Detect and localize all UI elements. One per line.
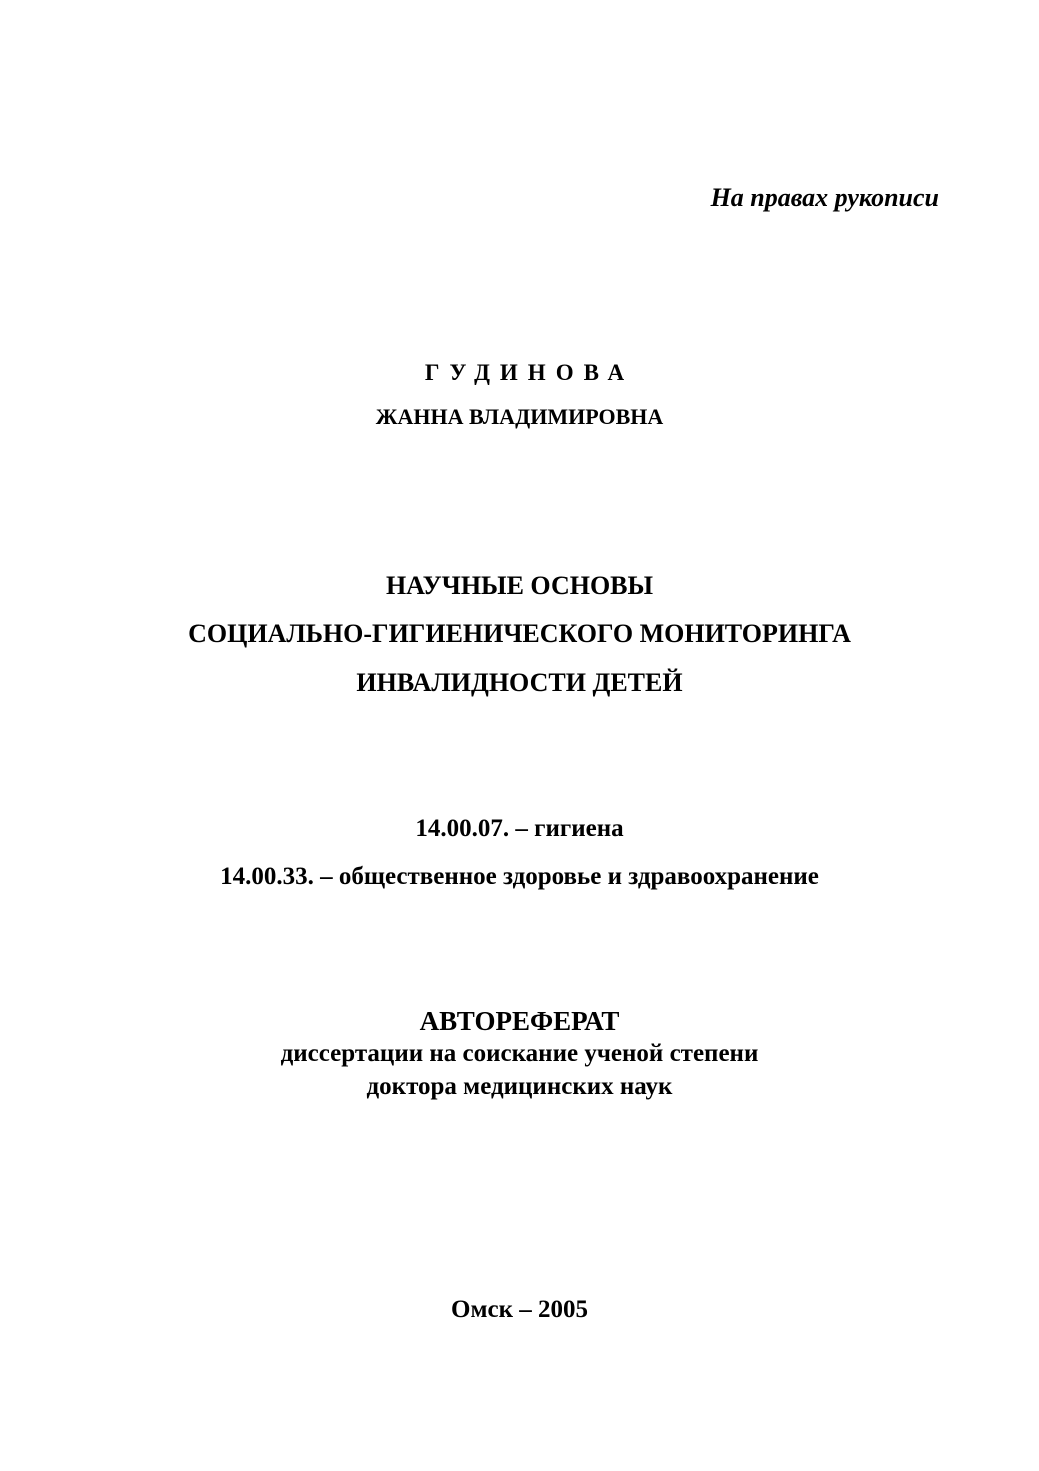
city-year: Омск – 2005: [451, 1296, 588, 1323]
title-line-1: НАУЧНЫЕ ОСНОВЫ: [385, 571, 654, 600]
author-surname: ГУДИНОВА: [424, 360, 635, 385]
title-line-2: СОЦИАЛЬНО-ГИГИЕНИЧЕСКОГО МОНИТОРИНГА: [188, 619, 851, 648]
abstract-line-2: доктора медицинских наук: [366, 1073, 673, 1100]
abstract-line-1: диссертации на соискание ученой степени: [280, 1040, 759, 1067]
specialty-line-1: 14.00.07. – гигиена: [415, 815, 624, 842]
title-line-3: ИНВАЛИДНОСТИ ДЕТЕЙ: [356, 668, 683, 697]
author-given-names: ЖАННА ВЛАДИМИРОВНА: [375, 404, 664, 429]
abstract-heading: АВТОРЕФЕРАТ: [419, 1006, 620, 1036]
manuscript-note: На правах рукописи: [710, 183, 939, 212]
specialty-line-2: 14.00.33. – общественное здоровье и здравоохранение: [220, 863, 819, 890]
